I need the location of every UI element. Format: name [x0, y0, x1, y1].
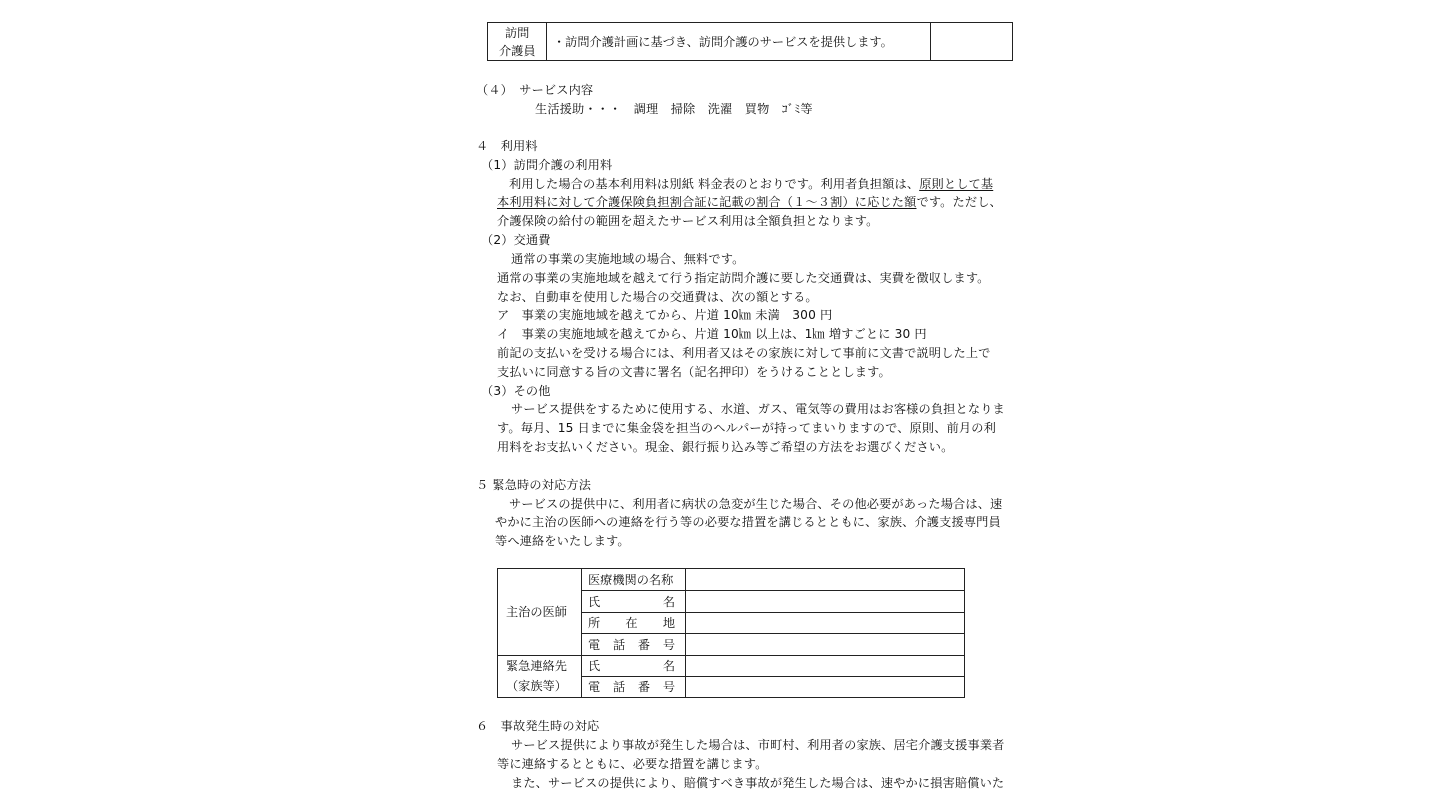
- other-line2: す。毎月、15 日までに集金袋を担当のヘルパーが持ってまいりますので、原則、前月の利: [497, 421, 996, 435]
- fee-basic-heading: （1）訪問介護の利用料: [481, 158, 613, 172]
- role-label-line2: 介護員: [499, 44, 536, 58]
- travel-line1: 通常の事業の実施地域の場合、無料です。: [511, 252, 745, 266]
- fee-heading: ４ 利用料: [476, 139, 538, 153]
- emergency-line1: サービスの提供中に、利用者に病状の急変が生じた場合、その他必要があった場合は、速: [509, 497, 1003, 511]
- accident-line1: サービス提供により事故が発生した場合は、市町村、利用者の家族、居宅介護支援事業者: [511, 738, 1005, 752]
- table-divider: [581, 612, 965, 613]
- other-heading: （3）その他: [481, 384, 551, 398]
- emergency-line2: やかに主治の医師への連絡を行う等の必要な措置を講じるとともに、家族、介護支援専門員: [495, 515, 1001, 529]
- row-label-address: 所 在 地: [588, 616, 675, 630]
- role-duty-text: ・訪問介護計画に基づき、訪問介護のサービスを提供します。: [553, 35, 893, 49]
- family-group-label-line2: （家族等）: [506, 679, 567, 693]
- row-label-family-name: 氏 名: [588, 659, 675, 673]
- accident-line3: また、サービスの提供により、賠償すべき事故が発生した場合は、速やかに損害賠償いた: [511, 776, 1005, 790]
- table-divider: [581, 633, 965, 634]
- table-divider: [546, 22, 547, 61]
- accident-line2: 等に連絡するとともに、必要な措置を講じます。: [497, 757, 768, 771]
- emergency-line3: 等へ連絡をいたします。: [495, 534, 630, 548]
- emergency-heading: ５ 緊急時の対応方法: [476, 478, 592, 492]
- services-detail: 生活援助・・・ 調理 掃除 洗濯 買物 ｺﾞﾐ等: [535, 102, 813, 116]
- table-divider: [581, 590, 965, 591]
- other-line1: サービス提供をするために使用する、水道、ガス、電気等の費用はお客様の負担となりま: [511, 402, 1005, 416]
- travel-line4: ア 事業の実施地域を越えてから、片道 10㎞ 未満 300 円: [497, 308, 833, 322]
- travel-line7: 支払いに同意する旨の文書に署名（記名押印）をうけることとします。: [497, 365, 891, 379]
- table-divider: [497, 655, 965, 656]
- travel-heading: （2）交通費: [481, 233, 551, 247]
- accident-heading: ６ 事故発生時の対応: [476, 719, 600, 733]
- fee-basic-line3: 介護保険の給付の範囲を超えたサービス利用は全額負担となります。: [497, 214, 879, 228]
- table-divider: [581, 676, 965, 677]
- row-label-doctor-name: 氏 名: [588, 595, 675, 609]
- fee-basic-underline-b: 本利用料に対して介護保険負担割合証に記載の割合（１～３割）に応じた額: [497, 195, 917, 209]
- family-group-label-line1: 緊急連絡先: [506, 659, 567, 673]
- travel-line6: 前記の支払いを受ける場合には、利用者又はその家族に対して事前に文書で説明した上で: [497, 346, 991, 360]
- fee-basic-line2: 本利用料に対して介護保険負担割合証に記載の割合（１～３割）に応じた額です。ただし、: [497, 195, 1002, 209]
- fee-basic-line1: 利用した場合の基本利用料は別紙 料金表のとおりです。利用者負担額は、原則として基: [509, 177, 994, 191]
- travel-line3: なお、自動車を使用した場合の交通費は、次の額とする。: [497, 290, 818, 304]
- table-divider: [930, 22, 931, 61]
- fee-basic-underline-a: 原則として基: [919, 177, 994, 191]
- row-label-doctor-phone: 電 話 番 号: [588, 638, 675, 652]
- travel-line2: 通常の事業の実施地域を越えて行う指定訪問介護に要した交通費は、実費を徴収します。: [497, 271, 990, 285]
- services-heading: （４） サービス内容: [476, 83, 594, 97]
- role-label-line1: 訪問: [505, 26, 530, 40]
- doctor-group-label: 主治の医師: [506, 605, 567, 619]
- other-line3: 用料をお支払いください。現金、銀行振り込み等ご希望の方法をお選びください。: [497, 440, 954, 454]
- row-label-family-phone: 電 話 番 号: [588, 680, 675, 694]
- row-label-institution: 医療機関の名称: [588, 573, 674, 587]
- travel-line5: イ 事業の実施地域を越えてから、片道 10㎞ 以上は、1㎞ 増すごとに 30 円: [497, 327, 927, 341]
